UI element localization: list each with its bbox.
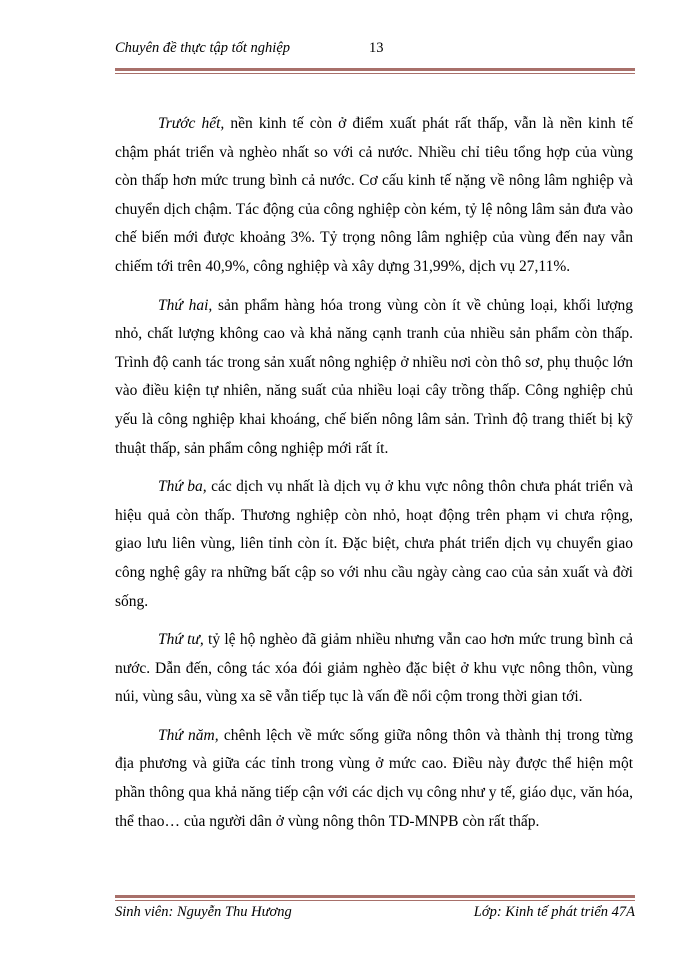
paragraph-2 [115,292,633,464]
paragraph-text: các dịch vụ nhất là dịch vụ ở khu vực nông thôn chưa phát triển và hiệu quả còn thấp. Thương nghiệp còn nhỏ, hoạt động trên phạm vi chưa rộng, giao lưu liên vùng, liên tỉnh còn ít. Đặc biệt, chưa phát triển dịch vụ chuyển giao công nghệ gây ra những bất cập so với nhu cầu ngày càng cao của sản xuất và đời sống. [115,478,634,610]
header-rule-thin [115,73,635,74]
paragraph-lead: Thứ tư, [158,631,204,649]
paragraph-3 [115,473,633,616]
footer-rule-thick [115,895,635,898]
paragraph-text: sản phẩm hàng hóa trong vùng còn ít về chủng loại, khối lượng nhỏ, chất lượng không cao và khả năng cạnh tranh của nhiều sản phẩm còn thấp. Trình độ canh tác trong sản xuất nông nghiệp ở nhiều nơi còn thô sơ, phụ thuộc lớn vào điều kiện tự nhiên, năng suất của nhiều loại cây trồng thấp. Công nghiệp chủ yếu là công nghiệp khai khoáng, chế biến nông lâm sản. Trình độ trang thiết bị kỹ thuật thấp, sản phẩm công nghiệp mới rất ít. [115,296,633,457]
header-rule [115,68,635,74]
paragraph-lead: Thứ năm, [158,726,219,744]
paragraph-5 [115,722,633,836]
header-rule-thick [115,68,635,71]
page-footer [115,904,635,926]
page-number: 13 [369,40,384,56]
paragraph-lead: Thứ hai, [158,296,213,314]
student-name: Sinh viên: Nguyễn Thu Hương [115,904,292,920]
paragraph-1 [115,110,633,282]
paragraph-text: chênh lệch về mức sống giữa nông thôn và thành thị trong từng địa phương và giữa các tỉnh trong vùng ở mức cao. Điều này được thể hiện một phần thông qua khả năng tiếp cận với các dịch vụ công như y tế, giáo dục, văn hóa, thể thao… của người dân ở vùng nông thôn TD-MNPB còn rất thấp. [115,726,633,830]
paragraph-text: tỷ lệ hộ nghèo đã giảm nhiều nhưng vẫn cao hơn mức trung bình cả nước. Dẫn đến, công tác xóa đói giảm nghèo đặc biệt ở khu vực nông thôn, vùng núi, vùng sâu, vùng xa sẽ vẫn tiếp tục là vấn đề nổi cộm trong thời gian tới. [115,631,633,706]
footer-rule-thin [115,900,635,901]
document-title: Chuyên đề thực tập tốt nghiệp [115,40,291,56]
paragraph-lead: Thứ ba, [158,478,207,496]
paragraph-4 [115,626,633,712]
body-text [115,110,633,836]
footer-rule [115,895,635,901]
page-header [115,40,635,62]
class-name: Lớp: Kinh tế phát triển 47A [473,904,635,920]
paragraph-text: nền kinh tế còn ở điểm xuất phát rất thấp, vẫn là nền kinh tế chậm phát triển và nghèo nhất so với cả nước. Nhiều chỉ tiêu tổng hợp của vùng còn thấp hơn mức trung bình cả nước. Cơ cấu kinh tế nặng về nông lâm nghiệp và chuyển dịch chậm. Tác động của công nghiệp còn kém, tỷ lệ nông lâm sản đưa vào chế biến mới được khoảng 3%. Tỷ trọng nông lâm nghiệp của vùng đến nay vẫn chiếm tới trên 40,9%, công nghiệp và xây dựng 31,99%, dịch vụ 27,11%. [115,115,633,275]
paragraph-lead: Trước hết, [158,115,225,132]
